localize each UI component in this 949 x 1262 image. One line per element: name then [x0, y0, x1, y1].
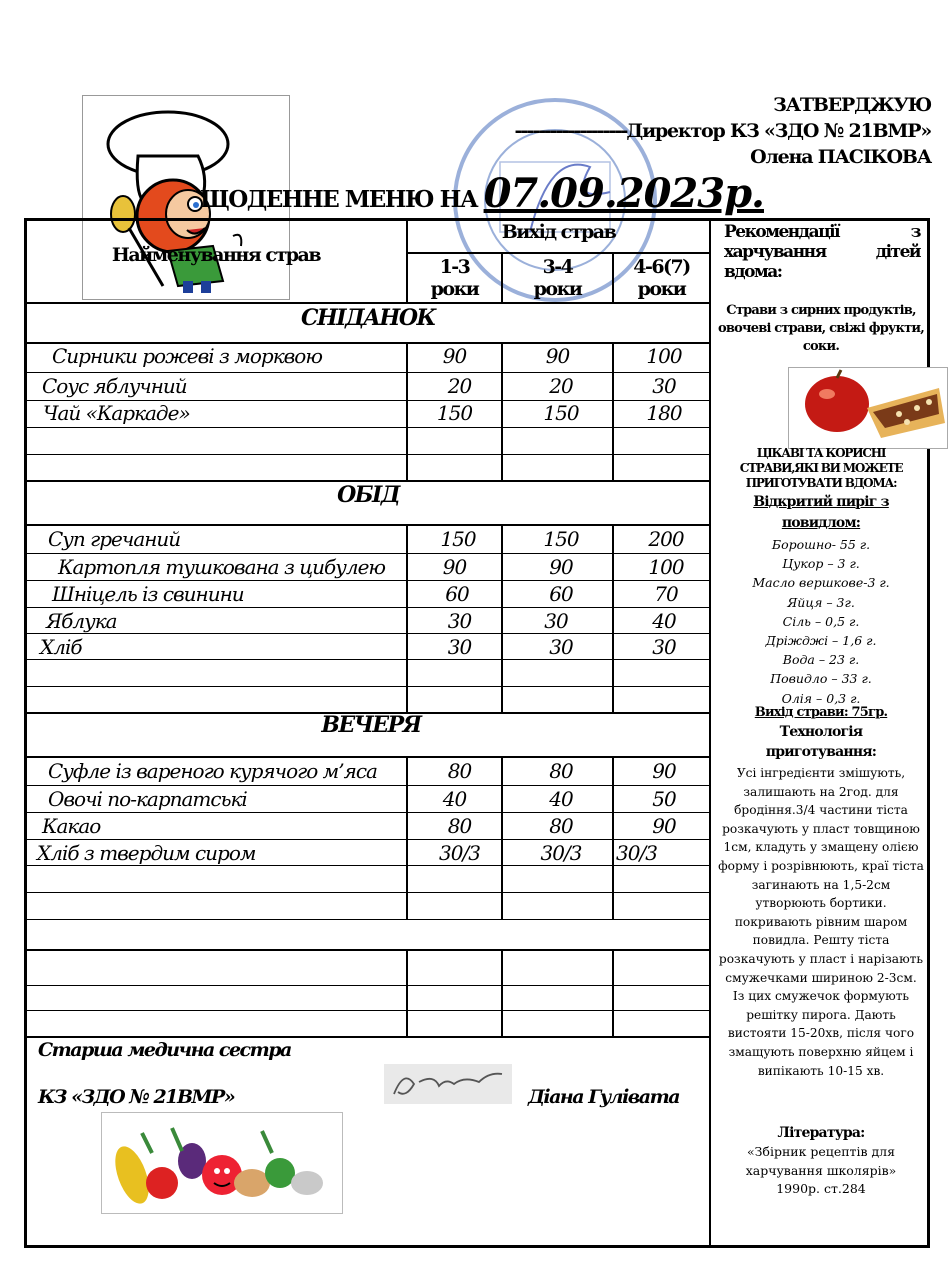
portion-3-4: 60 [549, 582, 573, 606]
dish-name: Суп гречаний [48, 527, 181, 551]
portion-1-3: 30/3 [439, 841, 480, 865]
row-line [26, 1036, 710, 1038]
ingredient: Масло вершкове-3 г. [752, 575, 890, 591]
portion-4-6: 90 [652, 759, 676, 783]
column-header-output: Вихід страв [501, 221, 616, 243]
portion-3-4: 150 [543, 401, 579, 425]
portion-4-6: 30/3 [616, 841, 657, 865]
menu-title [200, 170, 764, 217]
portion-4-6: 200 [648, 527, 684, 551]
dish-name: Шніцель із свинини [52, 582, 244, 606]
age-group-2 [503, 256, 612, 300]
row-line [26, 607, 710, 608]
portion-3-4: 90 [545, 344, 570, 368]
portion-3-4: 80 [549, 814, 573, 838]
recommendations-header: Рекомендації з харчування дітей вдома: [724, 222, 920, 282]
portion-3-4: 20 [549, 374, 573, 398]
approval-block [515, 92, 931, 170]
dish-name: Чай «Каркаде» [43, 401, 190, 425]
portion-4-6: 100 [646, 344, 682, 368]
portion-1-3: 90 [442, 555, 467, 579]
row-line [26, 985, 710, 986]
section-lunch: ОБІД [337, 482, 399, 508]
age-unit: роки [637, 278, 686, 300]
interesting-dishes-heading: ЦІКАВІ ТА КОРИСНІ СТРАВИ,ЯКІ ВИ МОЖЕТЕ ПРИГОТУВАТИ ВДОМА: [739, 446, 903, 490]
portion-4-6: 30 [652, 374, 676, 398]
dish-name: Картопля тушкована з цибулею [58, 555, 386, 579]
dish-yield: Вихід страви: 75гр. [754, 705, 888, 720]
portion-4-6: 30 [652, 635, 676, 659]
portion-4-6: 100 [648, 555, 684, 579]
nurse-position: Старша медична сестра [38, 1039, 291, 1061]
signature-image [384, 1064, 512, 1104]
row-line [26, 812, 710, 813]
literature-text: «Збірник рецептів для харчування школярів» 1990р. ст.284 [745, 1144, 897, 1196]
col-divider [501, 950, 503, 1036]
ingredient: Олія – 0,3 г. [781, 690, 861, 706]
menu-date: 07.09.2023р. [483, 170, 764, 217]
age-range: 1-3 [439, 256, 470, 278]
ingredients-list [718, 535, 924, 708]
row-line [26, 839, 710, 840]
row-line [26, 919, 710, 920]
dish-name: Хліб [40, 635, 82, 659]
director-name: Олена ПАСІКОВА [750, 146, 931, 168]
portion-1-3: 150 [436, 401, 473, 425]
ingredient: Сіль – 0,5 г. [782, 613, 860, 629]
dish-name: Сирники рожеві з морквою [52, 344, 322, 368]
portion-3-4: 30/3 [540, 841, 582, 865]
age-unit: роки [533, 278, 582, 300]
portion-1-3: 80 [447, 814, 472, 838]
menu-title-prefix: ЩОДЕННЕ МЕНЮ НА [200, 186, 478, 213]
portion-4-6: 180 [646, 401, 682, 425]
portion-1-3: 90 [442, 344, 467, 368]
apple-pie-image [788, 367, 948, 449]
signature-dashes: ------------------- [514, 120, 627, 142]
ingredient: Цукор – 3 г. [782, 556, 860, 572]
row-line [26, 302, 710, 304]
literature-title: Література: [777, 1125, 865, 1141]
row-line [406, 252, 710, 254]
age-unit: роки [430, 278, 479, 300]
dish-name: Какао [42, 814, 101, 838]
vegetables-cartoon-image [101, 1112, 343, 1214]
section-breakfast: СНІДАНОК [300, 305, 436, 331]
recipe-title: Відкритий пиріг з повидлом: [753, 494, 889, 531]
portion-1-3: 80 [447, 759, 472, 783]
row-line [26, 659, 710, 660]
portion-1-3: 30 [447, 609, 472, 633]
row-line [26, 553, 710, 554]
age-group-1 [408, 256, 501, 300]
organization-name: КЗ «ЗДО № 21ВМР» [38, 1086, 235, 1108]
portion-3-4: 30 [544, 609, 568, 633]
nurse-name: Діана Гулівата [528, 1086, 680, 1108]
portion-1-3: 40 [442, 787, 467, 811]
row-line [26, 372, 710, 373]
dish-name: Овочі по-карпатські [48, 787, 247, 811]
portion-1-3: 20 [447, 374, 472, 398]
portion-4-6: 40 [652, 609, 676, 633]
section-dinner: ВЕЧЕРЯ [321, 712, 421, 738]
dish-name: Соус яблучний [42, 374, 187, 398]
portion-3-4: 150 [543, 527, 579, 551]
dish-name: Хліб з твердим сиром [37, 841, 256, 865]
dish-name: Суфле із вареного курячого м’яса [48, 759, 377, 783]
portion-1-3: 30 [447, 635, 472, 659]
recommend-intro: Страви з сирних продуктів, овочеві страви, свіжі фрукти, соки. [718, 303, 924, 354]
technology-title: Технологія приготування: [765, 724, 877, 760]
row-line [26, 1010, 710, 1011]
portion-3-4: 90 [549, 555, 573, 579]
row-line [26, 756, 710, 758]
row-line [26, 633, 710, 634]
ingredient: Яйця – 3г. [787, 594, 855, 610]
portion-4-6: 90 [652, 814, 676, 838]
portion-3-4: 80 [549, 759, 573, 783]
approval-title: ЗАТВЕРДЖУЮ [773, 94, 931, 116]
row-line [26, 949, 710, 951]
approval-director [515, 118, 931, 144]
row-line [26, 427, 710, 428]
portion-1-3: 60 [445, 582, 469, 606]
technology-text: Усі інгредієнти змішують, залишають на 2год. для бродіння.3/4 частини тіста розкачують у пласт товщиною 1см, кладуть у змащену олією форму і розрівнюють, краї тіста загинають на 1,5-2см утворюють бортики. покривають рівним шаром повидла. Решту тіста розкачують у пласт і нарізають смужечками шириною 2-3см. Із цих смужечок формують решітку пирога. Дають вистояти 15-20хв, після чого змащують поверхню яйцем і випікають 10-15 хв. [718, 766, 924, 1078]
age-group-3 [614, 256, 709, 300]
director-title: Директор КЗ «ЗДО № 21ВМР» [626, 120, 931, 142]
portion-4-6: 70 [654, 582, 678, 606]
row-line [26, 785, 710, 786]
ingredient: Дріжджі – 1,6 г. [765, 633, 877, 649]
portion-4-6: 50 [652, 787, 676, 811]
ingredient: Борошно- 55 г. [771, 537, 871, 552]
dish-name: Яблука [46, 609, 117, 633]
col-divider [612, 950, 614, 1036]
ingredient: Вода – 23 г. [782, 652, 860, 668]
col-divider [406, 950, 408, 1036]
portion-3-4: 40 [549, 787, 573, 811]
row-line [26, 524, 710, 526]
row-line [26, 454, 710, 455]
portion-1-3: 150 [440, 527, 476, 551]
row-line [26, 892, 710, 893]
row-line [26, 865, 710, 866]
ingredient: Повидло – 33 г. [770, 671, 872, 687]
age-range: 4-6(7) [633, 256, 690, 278]
column-header-dish-name: Найменування страв [111, 244, 321, 266]
row-line [26, 580, 710, 581]
age-range: 3-4 [542, 256, 573, 278]
row-line [26, 686, 710, 687]
portion-3-4: 30 [549, 635, 573, 659]
